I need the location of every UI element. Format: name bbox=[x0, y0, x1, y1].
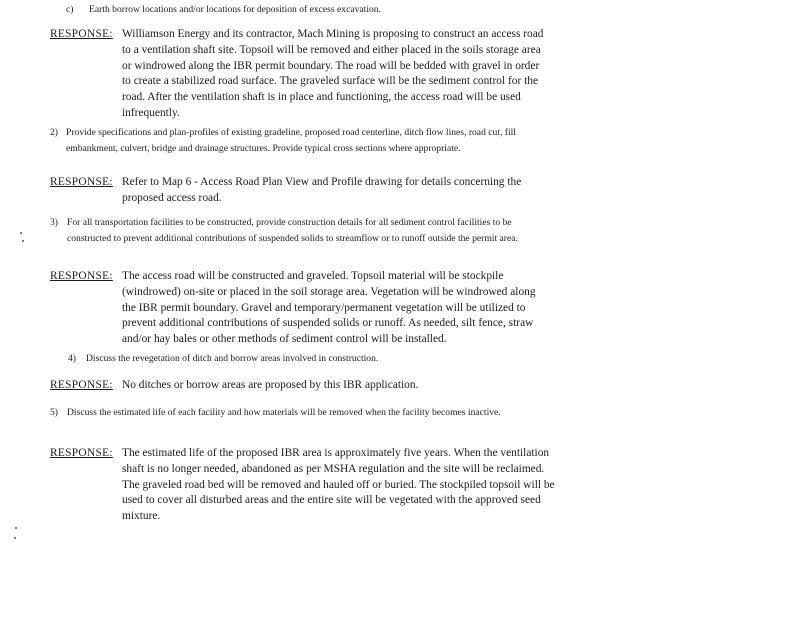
response-label: RESPONSE: bbox=[50, 28, 113, 40]
response-text: The access road will be constructed and graveled. Topsoil material will be stockpile (windrowed) on-site or placed in the soil storage area. Vegetation will be windrowed along the IBR permit boundary. Gravel and temporary/permanent vegetation will be utilized to prevent additional contributions of suspended solids or runoff. As needed, silt fence, straw and/or hay bales or other methods of sediment control will be installed. bbox=[122, 270, 536, 346]
response-block bbox=[50, 446, 556, 525]
response-block bbox=[50, 269, 550, 348]
response-text: The estimated life of the proposed IBR area is approximately five years. When the ventilation shaft is no longer needed, abandoned as per MSHA regulation and the site will be reclaimed. The graveled road bed will be removed and hauled off or buried. The stockpiled topsoil will be used to cover all disturbed areas and the entire site will be vegetated with the approved seed mixture. bbox=[122, 447, 555, 523]
question-text: Provide specifications and plan-profiles of existing gradeline, proposed road centerline, ditch flow lines, road cut, fill embankment, culvert, bridge and drainage structures. Provide typical cross sections where appropriate. bbox=[66, 127, 516, 154]
question-text: Discuss the revegetation of ditch and borrow areas involved in construction. bbox=[86, 353, 379, 364]
question-c bbox=[66, 2, 536, 18]
response-label: RESPONSE: bbox=[50, 379, 113, 391]
response-block bbox=[50, 175, 550, 207]
scan-speck bbox=[15, 527, 17, 529]
question-text: For all transportation facilities to be constructed, provide construction details for all sediment control facilities to be constructed to prevent additional contributions of suspended solids to streamflow or to runoff outside the permit area. bbox=[67, 217, 518, 244]
question-number: 4) bbox=[68, 353, 76, 364]
scan-speck bbox=[14, 537, 16, 539]
question-4 bbox=[68, 351, 538, 367]
response-block bbox=[50, 378, 550, 394]
response-label: RESPONSE: bbox=[50, 270, 113, 282]
scan-speck bbox=[22, 240, 24, 242]
response-label: RESPONSE: bbox=[50, 447, 113, 459]
response-text: Williamson Energy and its contractor, Mach Mining is proposing to construct an access road to a ventilation shaft site. Topsoil will be removed and either placed in the soils storage area or windrowed along the IBR permit boundary. The road will be bedded with gravel in order to create a stabilized road surface. The graveled surface will be the sediment control for the road. After the ventilation shaft is in place and functioning, the access road will be used infrequently. bbox=[122, 28, 544, 119]
question-text: Earth borrow locations and/or locations for deposition of excess excavation. bbox=[89, 4, 381, 15]
question-number: 2) bbox=[50, 127, 58, 138]
question-number: c) bbox=[66, 4, 74, 15]
response-text: No ditches or borrow areas are proposed by this IBR application. bbox=[122, 379, 419, 391]
question-number: 5) bbox=[50, 407, 58, 418]
question-5 bbox=[50, 405, 540, 421]
scan-speck bbox=[20, 232, 22, 234]
question-text: Discuss the estimated life of each facility and how materials will be removed when the facility becomes inactive. bbox=[67, 407, 501, 418]
response-label: RESPONSE: bbox=[50, 176, 113, 188]
response-text: Refer to Map 6 - Access Road Plan View and Profile drawing for details concerning the proposed access road. bbox=[122, 176, 522, 204]
question-2 bbox=[50, 125, 538, 156]
question-3 bbox=[50, 215, 550, 246]
question-number: 3) bbox=[50, 217, 58, 228]
response-block bbox=[50, 27, 550, 122]
